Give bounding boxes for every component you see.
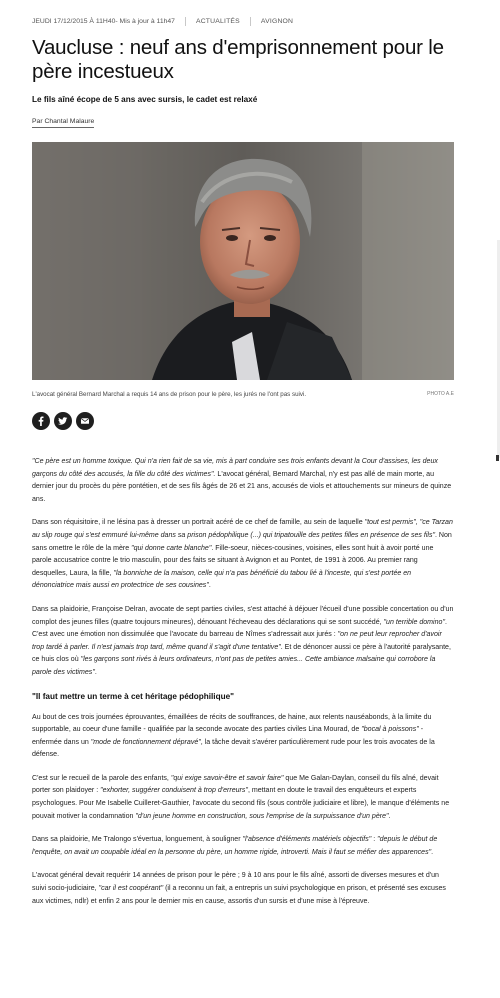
publish-date: JEUDI 17/12/2015 À 11H40 — [32, 17, 116, 25]
section-link-avignon[interactable]: AVIGNON — [260, 17, 294, 25]
article-lead: Le fils aîné écope de 5 ans avec sursis, le cadet est relaxé — [32, 95, 258, 104]
share-bar — [32, 412, 454, 430]
paragraph: Dans sa plaidoirie, Me Tralongo s'évertua, longuement, à souligner "l'absence d'éléments matériels objectifs" : "depuis le début de l'enquête, on avait un coupable idéal en la personne du père, un homme rigide, introverti. Mais il faut se méfier des apparences". — [32, 836, 438, 856]
facebook-icon — [36, 416, 46, 426]
paragraph: Dans sa plaidoirie, Françoise Delran, avocate de sept parties civiles, s'est attaché à déjouer l'écueil d'une possible concertation ou d'un complot des jeunes filles (quatre toujours mineures), dénouant l'écheveau des déclarations qui se sont succédé, "un terrible domino". C'est avec une émotion non dissimulée que l'avocate du barreau de Nîmes s'adressait aux jurés : "on ne peut leur reprocher d'avoir trop tardé à parler. Il n'est jamais trop tard, même quand il s'agit d'une tentative". Et de dénoncer aussi ce père à l'autorité paralysante, ce huis clos où "les garçons sont rivés à leurs ordinateurs, n'ont pas de petites amies... Cette ambiance malsaine qui corrobore la parole des victimes". — [32, 605, 454, 676]
photo-credit: PHOTO A.E — [427, 391, 454, 397]
twitter-share-button[interactable] — [54, 412, 72, 430]
paragraph: "Ce père est un homme toxique. Qui n'a rien fait de sa vie, mis à part conduire ses trois enfants devant la Cour d'assises, les deux garçons du côté des accusés, la fille du côté des victimes". L'avocat général, Bernard Marchal, n'y est pas allé de main morte, au dernier jour du procès du père pontétien, et de ses fils âgés de 26 et 21 ans, accusés de viols et attouchements sur mineurs de quinze ans. — [32, 458, 452, 503]
meta-divider — [250, 17, 251, 26]
author-link[interactable]: Par Chantal Malaure — [32, 118, 94, 128]
article-title: Vaucluse : neuf ans d'emprisonnement pour le père incestueux — [32, 36, 444, 83]
email-icon — [80, 416, 90, 426]
photo-caption — [32, 389, 454, 399]
paragraph: Au bout de ces trois journées éprouvantes, émaillées de récits de souffrances, de haine, aux relents nauséabonds, à la limite du supportable, au coeur d'une famille - qualifiée par la seconde avocate des parties civiles Lina Mourad, de "bocal à poissons" - enfermée dans un "mode de fonctionnement dépravé", la tâche devait s'avérer particulièrement rude pour les trois avocates de la défense. — [32, 713, 435, 759]
facebook-share-button[interactable] — [32, 412, 50, 430]
article-photo — [32, 142, 454, 380]
byline — [32, 118, 454, 128]
paragraph: C'est sur le recueil de la parole des enfants, "qui exige savoir-être et savoir faire" que Me Galan-Daylan, conseil du fils aîné, devait porter son plaidoyer : "exhorter, suggérer conduisent à trop d'erreurs", mettant en doute le travail des enquêteurs et experts psychologues. Pour Me Isabelle Cuilleret-Gauthier, l'avocate du second fils (sous contrôle judiciaire et libre), le manque d'éléments ne pouvait motiver la condamnation "d'un jeune homme en construction, sous l'emprise de la surpuissance d'un père". — [32, 774, 450, 820]
caption-text: L'avocat général Bernard Marchal a requis 14 ans de prison pour le père, les jurés ne l'ont pas suivi. — [32, 390, 307, 398]
side-scroll-marker[interactable] — [496, 455, 499, 461]
paragraph: Dans son réquisitoire, il ne lésina pas à dresser un portrait acéré de ce chef de famille, au sein de laquelle "tout est permis", "ce Tarzan au slip rouge qui s'est emmuré lui-même dans sa prison pédophilique (...) qui tripatouille des petites filles en présence de ses fils". Non sans omettre le rôle de la mère "qui donne carte blanche". Fille-soeur, nièces-cousines, voisines, elles sont huit à avoir porté une parole accusatrice contre le trio masculin, pour des faits se situant à Avignon et au Pontet, de 1991 à 2006. Au premier rang desquelles, Laura, la fille, "la bonniche de la maison, celle qui n'a pas bénéficié du tabou lié à l'inceste, qui s'est portée en dénonciatrice mais aussi en protectrice de ses cousines". — [32, 519, 453, 590]
article-subheading: "Il faut mettre un terme à cet héritage pédophilique" — [32, 691, 235, 701]
paragraph: L'avocat général devait requérir 14 années de prison pour le père ; 9 à 10 ans pour le fils aîné, assorti de diverses mesures et d'un suivi socio-judiciaire, "car il est coopérant" (il a reconnu un fait, a entrepris un suivi psychologique en prison, et présenté ses excuses aux victimes, ndlr) et enfin 2 ans pour le dernier mis en cause, assortis d'un sursis et d'une mise à l'épreuve. — [32, 872, 446, 905]
article-body — [32, 456, 454, 919]
meta-divider — [185, 17, 186, 26]
article-meta — [32, 15, 454, 27]
twitter-icon — [58, 416, 68, 426]
email-share-button[interactable] — [76, 412, 94, 430]
update-time: - Mis à jour à 11h47 — [115, 17, 175, 25]
section-link-actualites[interactable]: ACTUALITÉS — [195, 17, 240, 25]
